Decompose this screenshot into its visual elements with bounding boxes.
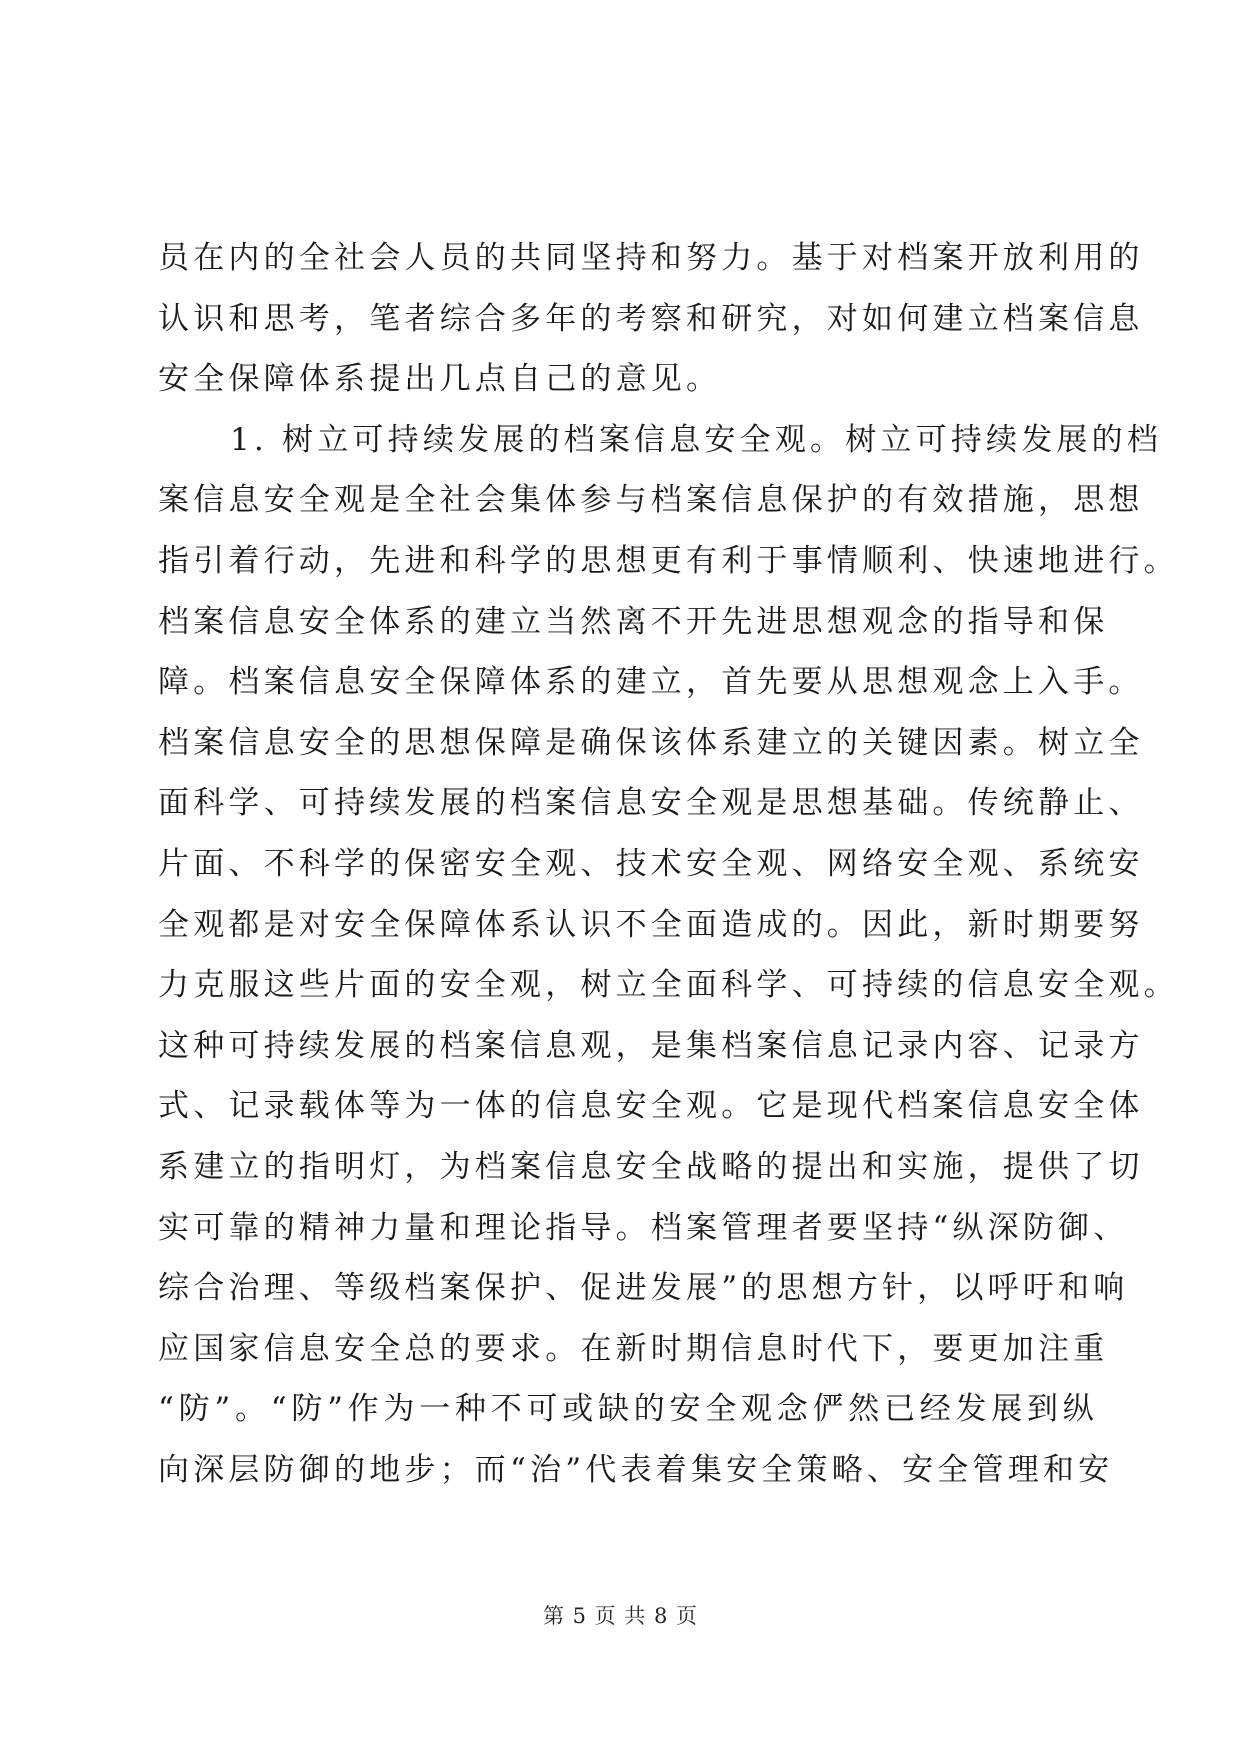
text-line: 面科学、可持续发展的档案信息安全观是思想基础。传统静止、 bbox=[158, 785, 1144, 822]
text-line: 档案信息安全体系的建立当然离不开先进思想观念的指导和保 bbox=[158, 603, 1109, 640]
text-line: 案信息安全观是全社会集体参与档案信息保护的有效措施，思想 bbox=[158, 482, 1144, 519]
text-line: 式、记录载体等为一体的信息安全观。它是现代档案信息安全体 bbox=[158, 1088, 1144, 1125]
text-line: 全观都是对安全保障体系认识不全面造成的。因此，新时期要努 bbox=[158, 906, 1144, 943]
text-line: 这种可持续发展的档案信息观，是集档案信息记录内容、记录方 bbox=[158, 1027, 1144, 1064]
text-line: 系建立的指明灯，为档案信息安全战略的提出和实施，提供了切 bbox=[158, 1148, 1144, 1185]
text-line: 1. 树立可持续发展的档案信息安全观。树立可持续发展的档 bbox=[230, 421, 1163, 458]
text-line: “防”。“防”作为一种不可或缺的安全观念俨然已经发展到纵 bbox=[158, 1391, 1098, 1428]
text-line: 力克服这些片面的安全观，树立全面科学、可持续的信息安全观。 bbox=[158, 967, 1179, 1004]
text-line: 档案信息安全的思想保障是确保该体系建立的关键因素。树立全 bbox=[158, 724, 1144, 761]
page-number-footer: 第 5 页 共 8 页 bbox=[542, 1604, 699, 1628]
text-line: 片面、不科学的保密安全观、技术安全观、网络安全观、系统安 bbox=[158, 845, 1144, 882]
text-line: 指引着行动，先进和科学的思想更有利于事情顺利、快速地进行。 bbox=[158, 542, 1179, 579]
body-text bbox=[158, 228, 1179, 1500]
text-line: 安全保障体系提出几点自己的意见。 bbox=[158, 361, 722, 398]
text-line: 认识和思考，笔者综合多年的考察和研究，对如何建立档案信息 bbox=[158, 300, 1144, 337]
text-line: 员在内的全社会人员的共同坚持和努力。基于对档案开放利用的 bbox=[158, 240, 1144, 276]
text-line: 实可靠的精神力量和理论指导。档案管理者要坚持“纵深防御、 bbox=[158, 1209, 1129, 1246]
text-line: 综合治理、等级档案保护、促进发展”的思想方针，以呼吁和响 bbox=[158, 1270, 1129, 1307]
text-line: 应国家信息安全总的要求。在新时期信息时代下，要更加注重 bbox=[158, 1330, 1109, 1367]
text-line: 向深层防御的地步；而“治”代表着集安全策略、安全管理和安 bbox=[158, 1451, 1114, 1488]
text-line: 障。档案信息安全保障体系的建立，首先要从思想观念上入手。 bbox=[158, 664, 1144, 701]
